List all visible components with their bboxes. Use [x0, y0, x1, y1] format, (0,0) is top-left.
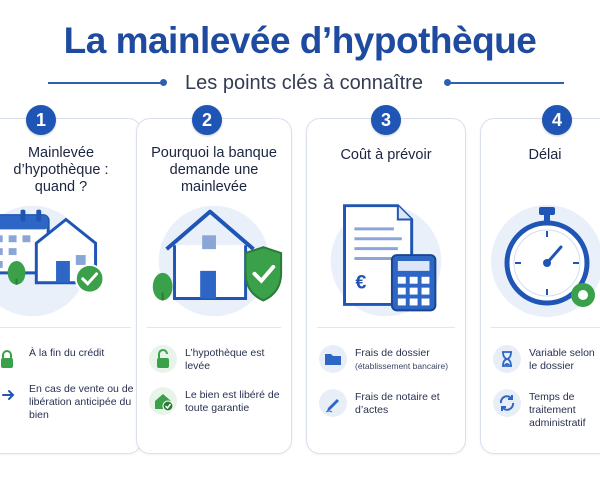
- card-title: [481, 147, 600, 164]
- card-title-line: Mainlevée: [27, 145, 95, 161]
- card-title-line: demande une: [169, 162, 259, 178]
- step-badge: 2: [192, 105, 222, 135]
- item-text: En cas de vente ou de libération anticipée du bien: [29, 383, 134, 421]
- calendar-house-check-icon: [0, 201, 141, 319]
- card-4: [480, 110, 600, 454]
- house-shield-check-icon: [137, 201, 291, 319]
- list-item: [481, 341, 600, 391]
- card-title-line: mainlevée: [180, 179, 248, 195]
- card-title-line: Pourquoi la banque: [151, 145, 277, 161]
- subtitle-row: [0, 68, 600, 96]
- stopwatch-gear-icon: [481, 201, 600, 319]
- subtitle-line-right: [448, 82, 564, 84]
- card-title-line: quand ?: [34, 179, 88, 195]
- item-text-main: Frais de dossier: [355, 347, 430, 359]
- card-3: [306, 110, 466, 454]
- item-text: [355, 347, 461, 373]
- item-text: Temps de traitement administratif: [529, 391, 586, 429]
- padlock-icon: [0, 345, 21, 373]
- list-item: [137, 383, 291, 433]
- page-title: La mainlevée d’hypothèque: [63, 20, 537, 61]
- folder-icon: [319, 345, 347, 373]
- step-badge: 4: [542, 105, 572, 135]
- step-badge: 3: [371, 105, 401, 135]
- card-title-line: Coût à prévoir: [340, 147, 432, 163]
- card-separator: [491, 327, 600, 328]
- card-title-line: Délai: [528, 147, 562, 163]
- arrow-icon: [0, 381, 21, 409]
- step-badge: 1: [26, 105, 56, 135]
- card-separator: [147, 327, 281, 328]
- card-title: [137, 145, 291, 196]
- list-item: [307, 341, 465, 391]
- item-text: Variable selon le dossier: [529, 347, 595, 372]
- document-euro-calculator-icon: [307, 201, 465, 319]
- list-item: [307, 385, 465, 435]
- pen-icon: [319, 389, 347, 417]
- hourglass-icon: [493, 345, 521, 373]
- card-2: [136, 110, 292, 454]
- svg-text:€: €: [355, 271, 367, 294]
- subtitle-line-left: [48, 82, 164, 84]
- card-title: [307, 147, 465, 164]
- card-separator: [0, 327, 131, 328]
- list-item: [0, 377, 141, 427]
- list-item: [481, 385, 600, 435]
- house-check-icon: [149, 387, 177, 415]
- item-text: Frais de notaire et d’actes: [355, 391, 440, 416]
- card-1: [0, 110, 142, 454]
- item-note: (établissement bancaire): [355, 361, 449, 371]
- card-separator: [317, 327, 455, 328]
- subtitle: Les points clés à connaître: [185, 72, 423, 94]
- item-text: À la fin du crédit: [29, 347, 105, 359]
- card-title: [0, 145, 141, 196]
- unlocked-padlock-icon: [149, 345, 177, 373]
- refresh-icon: [493, 389, 521, 417]
- item-text: L’hypothèque est levée: [185, 347, 265, 372]
- item-text: Le bien est libéré de toute garantie: [185, 389, 280, 414]
- card-title-line: d’hypothèque :: [13, 162, 109, 178]
